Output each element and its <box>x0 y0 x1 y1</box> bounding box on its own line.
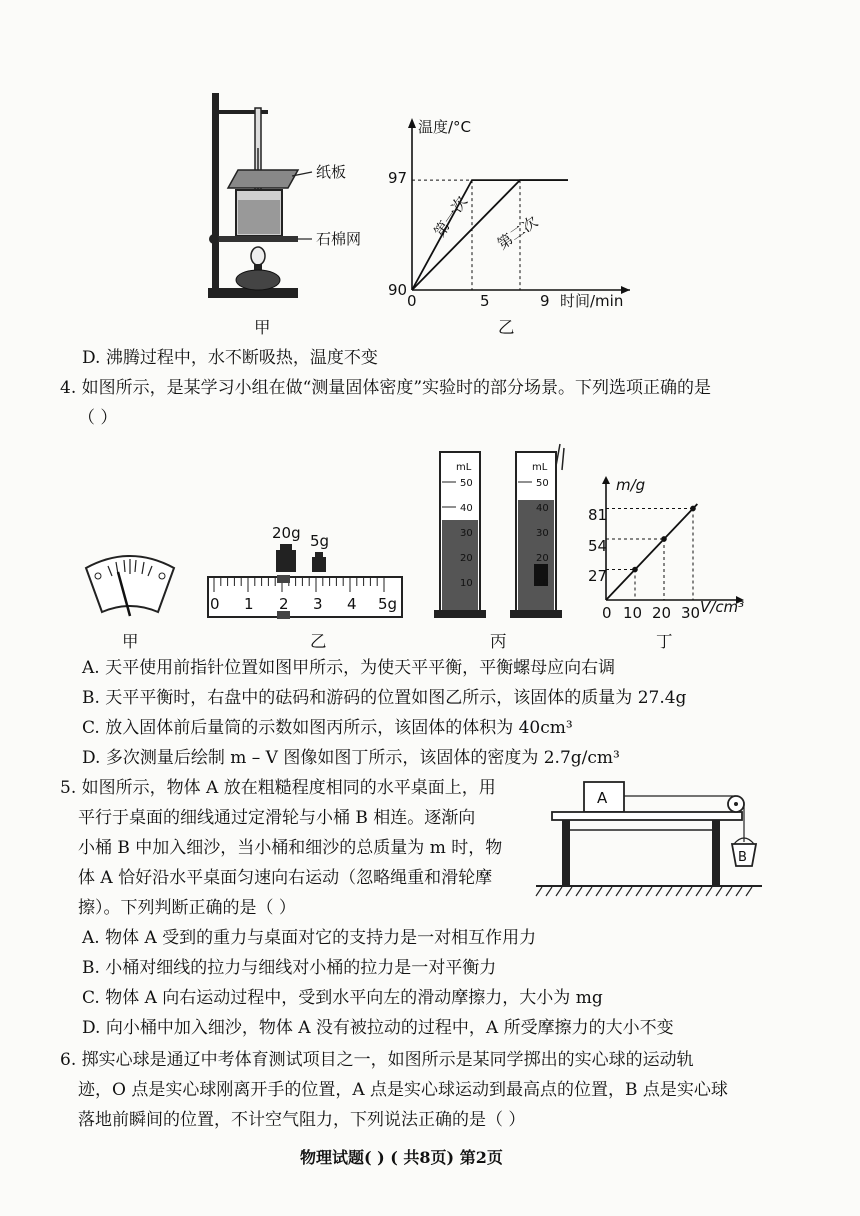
bucket-b-label: B <box>738 850 747 865</box>
balance-pointer-dial <box>80 550 180 630</box>
cyl1-tick-40: 40 <box>460 503 473 514</box>
fig3-caption-right: 乙 <box>498 318 515 337</box>
scale-tick-1: 1 <box>244 595 254 613</box>
q6-stem-line2: 迹，O 点是实心球刚离开手的位置，A 点是实心球运动到最高点的位置，B 点是实心球 <box>78 1080 728 1100</box>
mv-xlabel: V/cm³ <box>700 598 745 616</box>
hatch-4 <box>576 887 582 896</box>
q5-stem-line2: 平行于桌面的细线通过定滑轮与小桶 B 相连。逐渐向 <box>78 808 476 828</box>
hatch-14 <box>676 887 682 896</box>
temperature-time-graph <box>380 110 650 320</box>
q5-stem-line4: 体 A 恰好沿水平桌面匀速向右运动（忽略绳重和滑轮摩 <box>78 868 493 888</box>
hatch-9 <box>626 887 632 896</box>
mv-point-2 <box>690 506 696 512</box>
cyl2-tick-50: 50 <box>536 478 549 489</box>
mv-line <box>606 504 697 600</box>
y-tick-97: 97 <box>388 169 408 187</box>
weights-and-scale <box>200 522 410 632</box>
x-tick-5: 5 <box>480 292 490 310</box>
hatch-11 <box>646 887 652 896</box>
cyl2-tick-30: 30 <box>536 528 549 539</box>
hatch-10 <box>636 887 642 896</box>
scale-tick-0: 0 <box>210 595 220 613</box>
mv-ytick-54: 54 <box>588 537 608 555</box>
hatch-15 <box>686 887 692 896</box>
q4-caption-yi: 乙 <box>310 632 327 651</box>
q4-caption-jia: 甲 <box>122 632 139 651</box>
weight-20g-label: 20g <box>272 524 301 542</box>
q5-stem-line1: 5. 如图所示，物体 A 放在粗糙程度相同的水平桌面上，用 <box>60 778 496 798</box>
fig3-apparatus <box>200 88 390 313</box>
q5-stem-line5: 擦）。下列判断正确的是（ ） <box>78 898 296 918</box>
hatch-20 <box>736 887 742 896</box>
q5-option-b: B. 小桶对细线的拉力与细线对小桶的拉力是一对平衡力 <box>82 958 497 978</box>
table-pulley-diagram <box>532 770 772 900</box>
hatch-13 <box>666 887 672 896</box>
q6-stem-line1: 6. 掷实心球是通辽中考体育测试项目之一，如图所示是某同学掷出的实心球的运动轨 <box>60 1050 694 1070</box>
cyl2-tick-40: 40 <box>536 503 549 514</box>
mv-ytick-81: 81 <box>588 506 608 524</box>
q5-stem-line3: 小桶 B 中加入细沙，当小桶和细沙的总质量为 m 时，物 <box>78 838 503 858</box>
q4-caption-bing: 丙 <box>490 632 507 651</box>
cyl2-tick-20: 20 <box>536 553 549 564</box>
hatch-1 <box>546 887 552 896</box>
graduated-cylinders <box>432 442 572 622</box>
q3-option-d: D. 沸腾过程中，水不断吸热，温度不变 <box>82 348 378 368</box>
mv-xtick-20: 20 <box>652 604 672 622</box>
hatch-17 <box>706 887 712 896</box>
q4-option-c: C. 放入固体前后量筒的示数如图丙所示，该固体的体积为 40cm³ <box>82 718 573 738</box>
fig3-caption-left: 甲 <box>254 318 271 337</box>
cyl1-tick-20: 20 <box>460 553 473 564</box>
mv-xtick-30: 30 <box>681 604 701 622</box>
cyl1-unit: mL <box>456 462 472 473</box>
q4-stem-line1: 4. 如图所示，是某学习小组在做“测量固体密度”实验时的部分场景。下列选项正确的是 <box>60 378 712 398</box>
q5-option-a: A. 物体 A 受到的重力与桌面对它的支持力是一对相互作用力 <box>82 928 537 948</box>
scale-tick-3: 3 <box>313 595 323 613</box>
hatch-8 <box>616 887 622 896</box>
cyl1-tick-30: 30 <box>460 528 473 539</box>
hatch-19 <box>726 887 732 896</box>
mass-volume-graph <box>582 470 752 630</box>
x-tick-0: 0 <box>407 292 417 310</box>
hatch-18 <box>716 887 722 896</box>
q4-stem-line2: （ ） <box>78 408 118 428</box>
hatch-12 <box>656 887 662 896</box>
q5-option-d: D. 向小桶中加入细沙，物体 A 没有被拉动的过程中，A 所受摩擦力的大小不变 <box>82 1018 674 1038</box>
y-axis-arrow <box>408 118 416 128</box>
hatch-16 <box>696 887 702 896</box>
mv-xtick-10: 10 <box>623 604 643 622</box>
hatch-7 <box>606 887 612 896</box>
q4-option-a: A. 天平使用前指针位置如图甲所示，为使天平平衡，平衡螺母应向右调 <box>82 658 616 678</box>
x-tick-9: 9 <box>540 292 550 310</box>
block-a-label: A <box>597 789 608 807</box>
mv-y-arrow <box>602 476 610 484</box>
cyl1-tick-50: 50 <box>460 478 473 489</box>
graph-xlabel: 时间/min <box>560 292 624 310</box>
y-tick-90: 90 <box>388 281 408 299</box>
q6-stem-line3: 落地前瞬间的位置，不计空气阻力，下列说法正确的是（ ） <box>78 1110 526 1130</box>
mv-xtick-0: 0 <box>602 604 612 622</box>
label-board: 纸板 <box>316 163 347 181</box>
q4-option-b: B. 天平平衡时，右盘中的砝码和游码的位置如图乙所示，该固体的质量为 27.4g <box>82 688 687 708</box>
mv-point-1 <box>661 536 667 542</box>
hatch-5 <box>586 887 592 896</box>
label-mesh: 石棉网 <box>316 230 362 248</box>
hatch-2 <box>556 887 562 896</box>
graph-ylabel: 温度/°C <box>418 118 472 136</box>
scale-tick-4: 4 <box>347 595 357 613</box>
mv-ytick-27: 27 <box>588 567 608 585</box>
q4-option-d: D. 多次测量后绘制 m – V 图像如图丁所示，该固体的密度为 2.7g/cm³ <box>82 748 620 768</box>
hatch-6 <box>596 887 602 896</box>
cyl2-unit: mL <box>532 462 548 473</box>
hatch-0 <box>536 887 542 896</box>
series-label-first: 第一次 <box>430 193 472 241</box>
hatch-21 <box>746 887 752 896</box>
series-line-1 <box>412 180 568 290</box>
series-label-second: 第二次 <box>493 212 542 254</box>
mv-ylabel: m/g <box>616 476 646 494</box>
page-footer: 物理试题( ) ( 共8页) 第2页 <box>300 1148 503 1167</box>
cyl2-tick-10: 10 <box>536 578 549 589</box>
q5-option-c: C. 物体 A 向右运动过程中，受到水平向左的滑动摩擦力，大小为 mg <box>82 988 603 1008</box>
scale-tick-2: 2 <box>279 595 289 613</box>
series-line-2 <box>412 180 568 290</box>
hatch-3 <box>566 887 572 896</box>
weight-5g-label: 5g <box>310 532 330 550</box>
scale-tick-5g: 5g <box>378 595 398 613</box>
mv-point-0 <box>632 567 638 573</box>
q4-caption-ding: 丁 <box>656 632 673 651</box>
cyl1-tick-10: 10 <box>460 578 473 589</box>
